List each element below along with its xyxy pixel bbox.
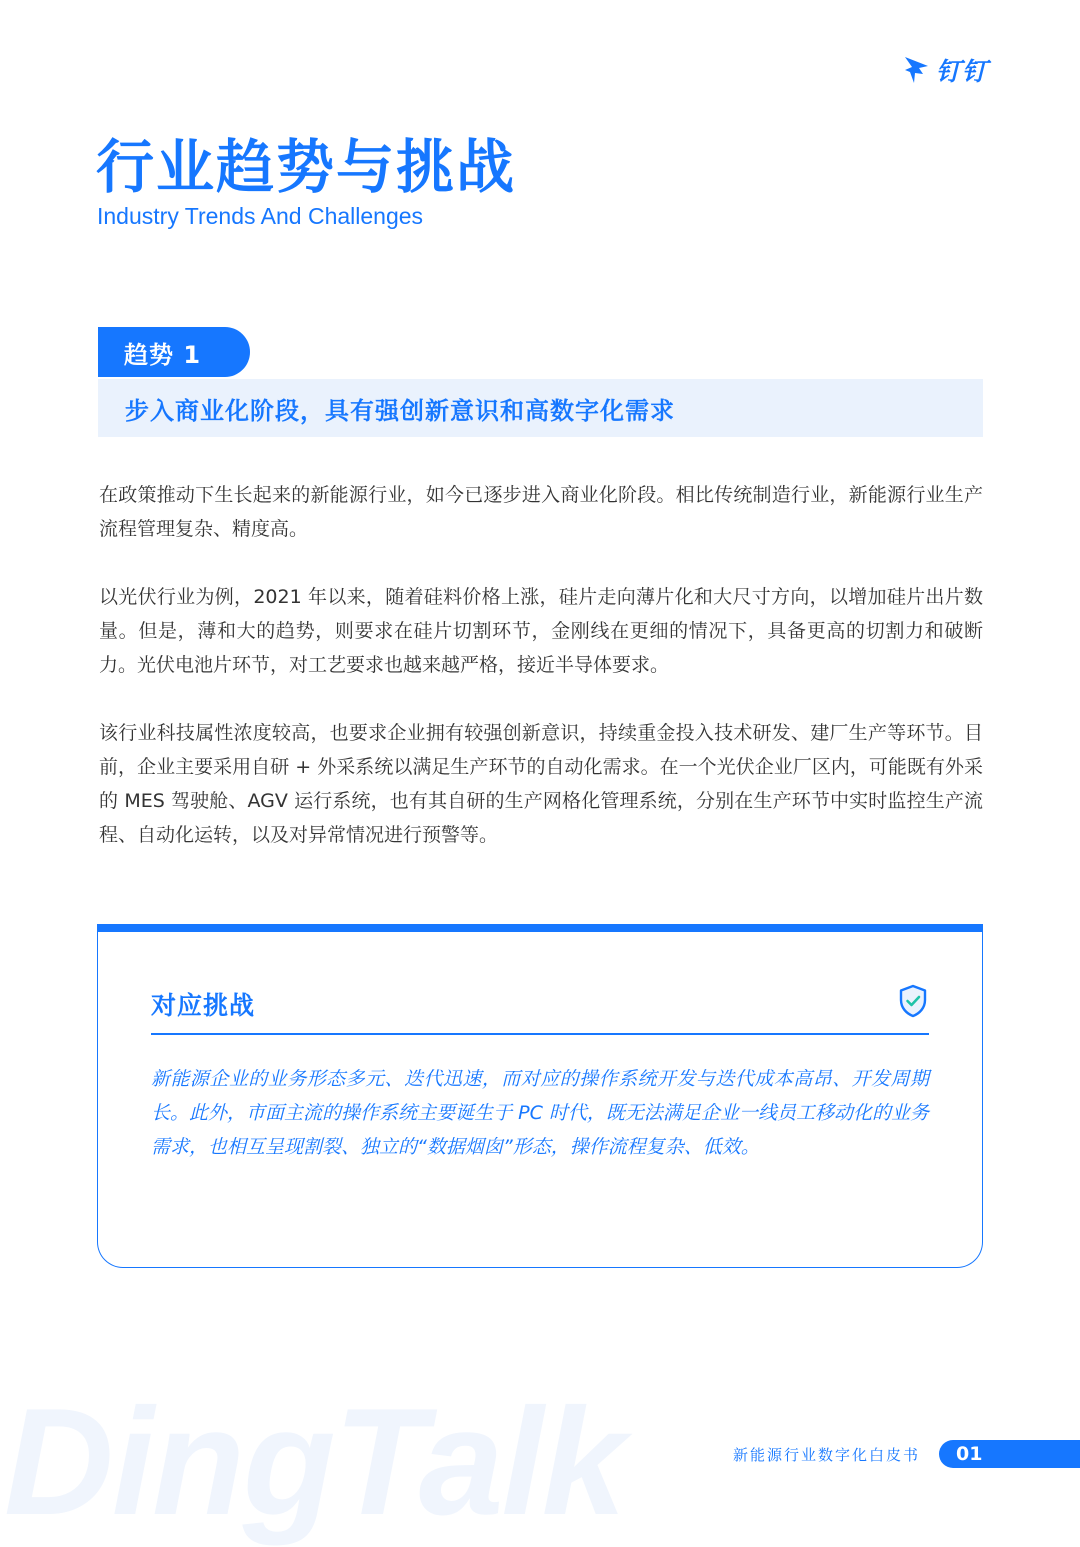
page-title: 行业趋势与挑战	[96, 133, 517, 201]
trend-heading: 步入商业化阶段，具有强创新意识和高数字化需求	[98, 379, 983, 437]
shield-check-icon	[898, 984, 928, 1022]
page-subtitle: Industry Trends And Challenges	[97, 203, 424, 229]
body-text	[99, 478, 983, 886]
footer-label: 新能源行业数字化白皮书	[732, 1446, 920, 1464]
dingtalk-wing-icon	[904, 55, 930, 85]
paragraph: 该行业科技属性浓度较高，也要求企业拥有较强创新意识，持续重金投入技术研发、建厂生产等环节。目前，企业主要采用自研 + 外采系统以满足生产环节的自动化需求。在一个光伏企业厂区内，可能既有外采的 MES 驾驶舱、AGV 运行系统，也有其自研的生产网格化管理系统，分别在生产环节中实时监控生产流程、自动化运转，以及对异常情况进行预警等。	[99, 722, 983, 846]
paragraph: 以光伏行业为例，2021 年以来，随着硅料价格上涨，硅片走向薄片化和大尺寸方向，以增加硅片出片数量。但是，薄和大的趋势，则要求在硅片切割环节，金刚线在更细的情况下，具备更高的切割力和破断力。光伏电池片环节，对工艺要求也越来越严格，接近半导体要求。	[99, 586, 983, 676]
challenge-box	[97, 924, 983, 1268]
challenge-title: 对应挑战	[151, 991, 256, 1020]
challenge-text: 新能源企业的业务形态多元、迭代迅速，而对应的操作系统开发与迭代成本高昂、开发周期长。此外，市面主流的操作系统主要诞生于 PC 时代，既无法满足企业一线员工移动化的业务需求，也相互呈现割裂、独立的“数据烟囱”形态，操作流程复杂、低效。	[151, 1068, 929, 1158]
paragraph: 在政策推动下生长起来的新能源行业，如今已逐步进入商业化阶段。相比传统制造行业，新能源行业生产流程管理复杂、精度高。	[99, 484, 983, 540]
dingtalk-logo	[904, 52, 988, 88]
watermark: DingTalk	[4, 1377, 625, 1547]
page-number: 01	[939, 1440, 1080, 1468]
logo-text: 钉钉	[935, 57, 988, 86]
challenge-divider	[151, 1033, 929, 1035]
trend-tag: 趋势 1	[98, 327, 250, 377]
